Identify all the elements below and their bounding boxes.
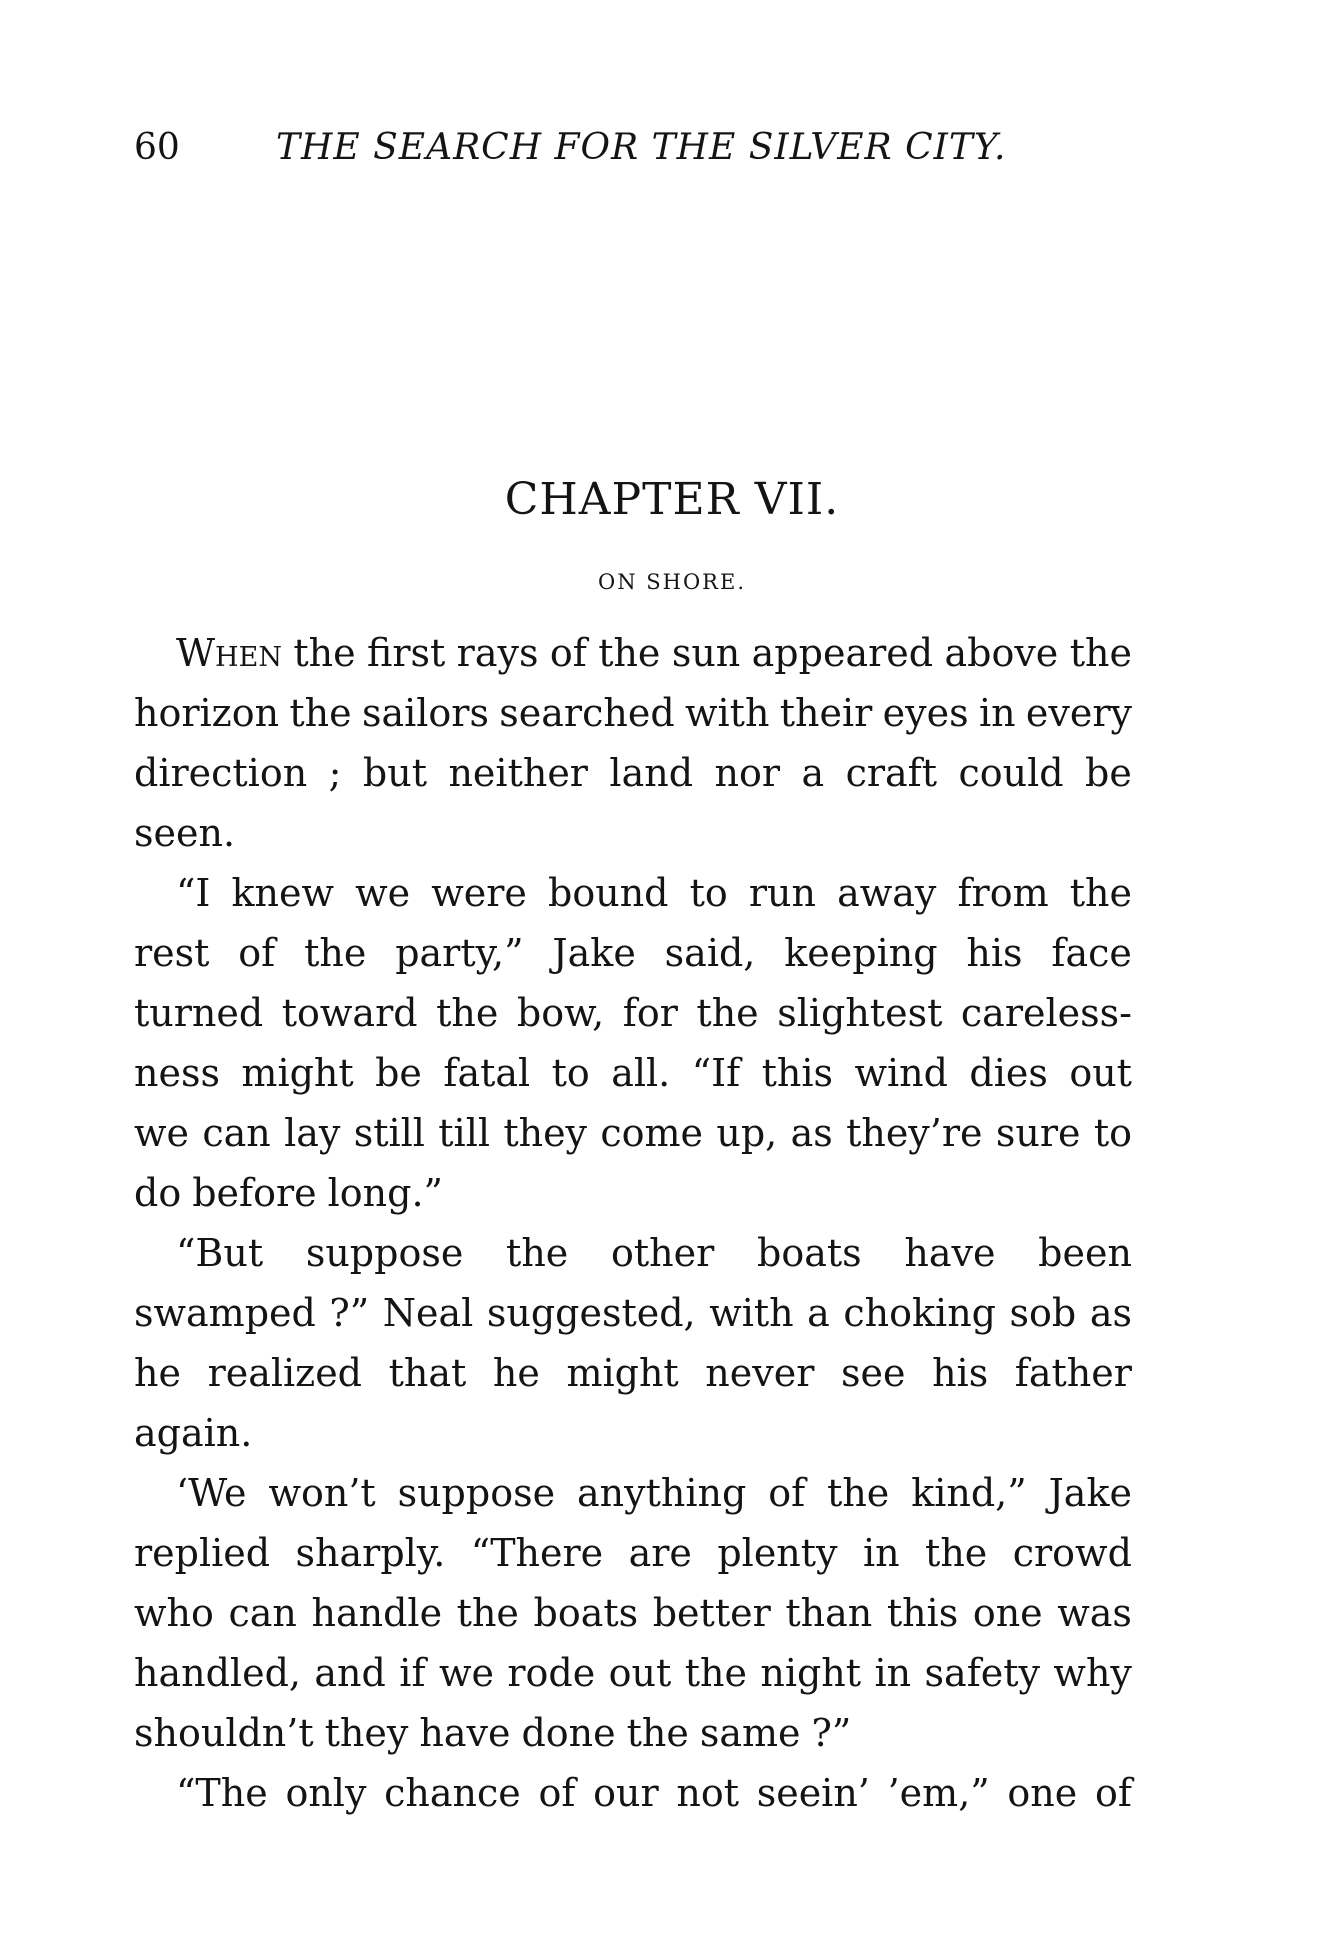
text-line: ‘We won’t suppose anything of the kind,” Jake xyxy=(176,1471,1132,1515)
chapter-heading: CHAPTER VII. xyxy=(504,474,840,525)
running-title: THE SEARCH FOR THE SILVER CITY. xyxy=(276,127,1007,168)
text-line: handled, and if we rode out the night in safety why xyxy=(134,1651,1132,1695)
text-line: do before long.” xyxy=(134,1171,443,1215)
text-line: rest of the party,” Jake said, keeping his face xyxy=(134,931,1132,975)
text-line: he realized that he might never see his father xyxy=(134,1351,1132,1395)
running-head xyxy=(134,118,1034,178)
text-line: horizon the sailors searched with their eyes in every xyxy=(134,691,1132,735)
text-line: seen. xyxy=(134,811,236,855)
text-line: shouldn’t they have done the same ?” xyxy=(134,1711,852,1755)
text-line: ness might be fatal to all. “If this wind dies out xyxy=(134,1051,1132,1095)
text-line: “But suppose the other boats have been xyxy=(176,1231,1132,1275)
text-line: direction ; but neither land nor a craft could be xyxy=(134,751,1132,795)
body-text xyxy=(134,623,1132,1823)
text-line: we can lay still till they come up, as they’re sure to xyxy=(134,1111,1132,1155)
page-number: 60 xyxy=(134,127,180,168)
text-line: “I knew we were bound to run away from the xyxy=(176,871,1132,915)
chapter-subtitle: ON SHORE. xyxy=(598,570,746,594)
text-line: turned toward the bow, for the slightest careless- xyxy=(134,991,1132,1035)
text-line: again. xyxy=(134,1411,253,1455)
text-line: replied sharply. “There are plenty in the crowd xyxy=(134,1531,1132,1575)
text-line: who can handle the boats better than this one was xyxy=(134,1591,1132,1635)
text-line: When the first rays of the sun appeared above the xyxy=(176,631,1132,675)
text-line: “The only chance of our not seein’ ’em,” one of xyxy=(176,1771,1132,1815)
text-line: swamped ?” Neal suggested, with a choking sob as xyxy=(134,1291,1132,1335)
